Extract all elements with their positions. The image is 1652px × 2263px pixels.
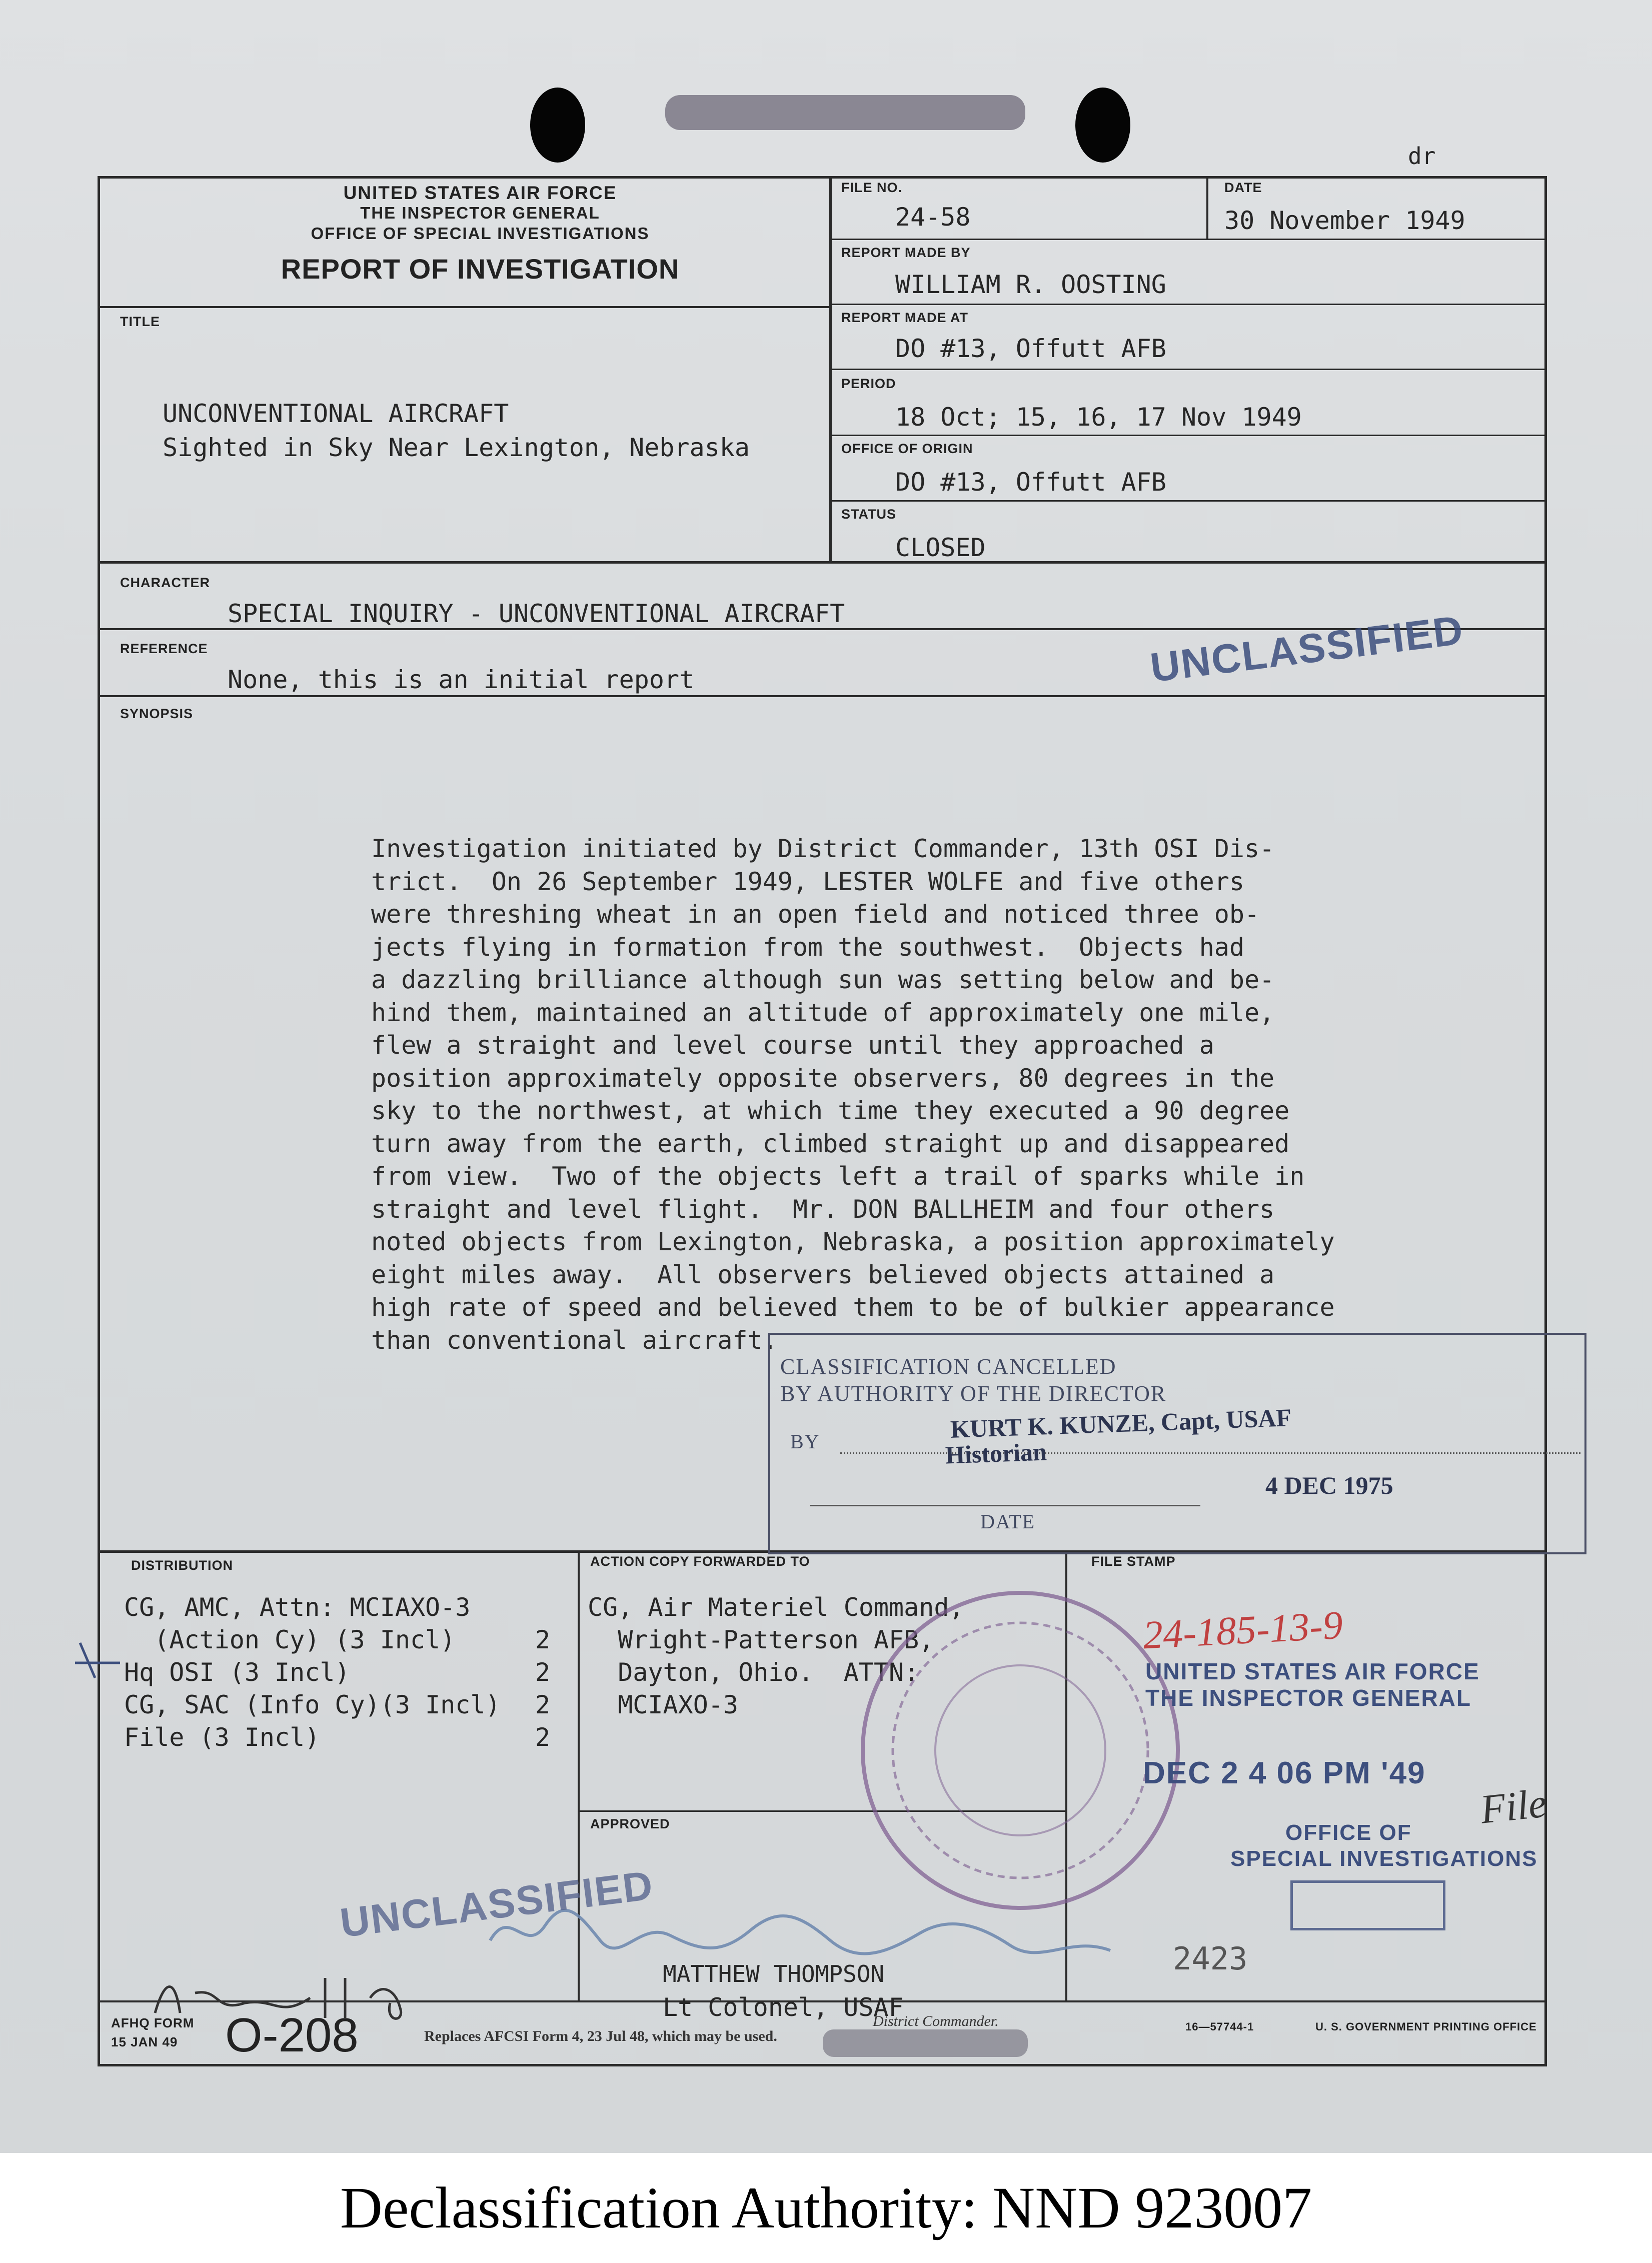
reference-value: None, this is an initial report xyxy=(228,665,695,694)
distribution-count: 2 xyxy=(535,1690,551,1719)
character-label: CHARACTER xyxy=(120,575,210,590)
synopsis-line: a dazzling brilliance although sun was setting below and be- xyxy=(371,965,1275,994)
declass-date-label: DATE xyxy=(980,1510,1036,1533)
report-made-by-value: WILLIAM R. OOSTING xyxy=(895,270,1166,299)
handwritten-file-number: 24-185-13-9 xyxy=(1141,1603,1344,1658)
form-label-1: AFHQ FORM xyxy=(111,2015,195,2030)
file-stamp-line-2: THE INSPECTOR GENERAL xyxy=(1145,1685,1471,1711)
action-copy-label: ACTION COPY FORWARDED TO xyxy=(590,1554,810,1569)
synopsis-line: were threshing wheat in an open field and noticed three ob- xyxy=(371,900,1260,929)
report-made-at-value: DO #13, Offutt AFB xyxy=(895,334,1166,363)
synopsis-line: flew a straight and level course until they approached a xyxy=(371,1031,1214,1060)
file-stamp-line-1: UNITED STATES AIR FORCE xyxy=(1145,1658,1480,1684)
distribution-row: Hq OSI (3 Incl) xyxy=(124,1658,350,1687)
title-line-2: Sighted in Sky Near Lexington, Nebraska xyxy=(163,433,750,462)
synopsis-line: straight and level flight. Mr. DON BALLHEIM and four others xyxy=(371,1194,1275,1224)
reference-label: REFERENCE xyxy=(120,641,208,656)
approved-label: APPROVED xyxy=(590,1816,670,1831)
distribution-count: 2 xyxy=(535,1723,551,1752)
period-value: 18 Oct; 15, 16, 17 Nov 1949 xyxy=(895,403,1302,432)
org-dept: THE INSPECTOR GENERAL xyxy=(360,204,600,222)
report-made-at-label: REPORT MADE AT xyxy=(841,310,968,325)
approver-rank: Lt Colonel, USAF xyxy=(663,1993,904,2022)
caption-bar xyxy=(0,2153,1652,2263)
office-of-origin-value: DO #13, Offutt AFB xyxy=(895,468,1166,497)
file-no-value: 24-58 xyxy=(895,203,971,232)
file-stamp-box xyxy=(1290,1880,1445,1930)
distribution-count: 2 xyxy=(535,1658,551,1687)
declass-name: KURT K. KUNZE, Capt, USAF xyxy=(950,1403,1292,1443)
punch-hole-right xyxy=(1075,88,1130,163)
file-no-label: FILE NO. xyxy=(841,180,902,195)
character-value: SPECIAL INQUIRY - UNCONVENTIONAL AIRCRAFT xyxy=(228,599,845,628)
action-copy-line: Dayton, Ohio. ATTN: xyxy=(588,1658,919,1687)
corner-mark: dr xyxy=(1408,143,1436,170)
distribution-count: 2 xyxy=(535,1625,551,1654)
approver-role: District Commander. xyxy=(873,2013,999,2029)
declass-date-value: 4 DEC 1975 xyxy=(1265,1471,1393,1499)
action-copy-line: MCIAXO-3 xyxy=(588,1690,739,1719)
form-label-2: 15 JAN 49 xyxy=(111,2034,178,2049)
title-label: TITLE xyxy=(120,314,160,329)
synopsis-text xyxy=(371,833,1471,1357)
synopsis-line: sky to the northwest, at which time they executed a 90 degree xyxy=(371,1096,1290,1125)
distribution-row: (Action Cy) (3 Incl) xyxy=(124,1625,456,1654)
handwritten-file-note: File xyxy=(1478,1780,1549,1832)
redaction-bar-bottom xyxy=(823,2029,1028,2057)
printing-office: U. S. GOVERNMENT PRINTING OFFICE xyxy=(1315,2020,1537,2033)
status-value: CLOSED xyxy=(895,533,986,562)
action-copy-line: CG, Air Materiel Command, xyxy=(588,1593,964,1622)
declass-by-label: BY xyxy=(790,1430,820,1453)
synopsis-line: high rate of speed and believed them to be of bulkier appearance xyxy=(371,1293,1335,1322)
declassification-stamp xyxy=(768,1333,1586,1554)
distribution-row: CG, SAC (Info Cy)(3 Incl) xyxy=(124,1690,501,1719)
distribution-label: DISTRIBUTION xyxy=(131,1558,233,1573)
unclassified-stamp-top: UNCLASSIFIED xyxy=(1148,607,1466,691)
file-stamp-label: FILE STAMP xyxy=(1091,1554,1176,1569)
synopsis-line: trict. On 26 September 1949, LESTER WOLFE and five others xyxy=(371,867,1244,896)
org-office: OFFICE OF SPECIAL INVESTIGATIONS xyxy=(311,224,650,243)
declass-title: Historian xyxy=(945,1437,1047,1469)
synopsis-line: Investigation initiated by District Commander, 13th OSI Dis- xyxy=(371,834,1275,863)
org-name: UNITED STATES AIR FORCE xyxy=(343,183,617,203)
synopsis-line: eight miles away. All observers believed objects attained a xyxy=(371,1260,1275,1289)
redaction-bar-top xyxy=(665,95,1025,130)
period-label: PERIOD xyxy=(841,376,896,391)
distribution-row: CG, AMC, Attn: MCIAXO-3 xyxy=(124,1593,471,1622)
office-of-origin-label: OFFICE OF ORIGIN xyxy=(841,441,973,456)
distribution-row: File (3 Incl) xyxy=(124,1723,320,1752)
file-stamp-line-4: SPECIAL INVESTIGATIONS xyxy=(1230,1846,1538,1871)
file-stamp-number: 2423 xyxy=(1173,1940,1248,1977)
action-copy-line: Wright-Patterson AFB, xyxy=(588,1625,934,1654)
punch-hole-left xyxy=(530,88,585,163)
date-label: DATE xyxy=(1224,180,1262,195)
title-line-1: UNCONVENTIONAL AIRCRAFT xyxy=(163,399,509,428)
declass-line-2: BY AUTHORITY OF THE DIRECTOR xyxy=(780,1381,1167,1406)
form-replaces-note: Replaces AFCSI Form 4, 23 Jul 48, which may be used. xyxy=(424,2028,777,2044)
file-stamp-line-3: OFFICE OF xyxy=(1285,1820,1412,1845)
synopsis-line: hind them, maintained an altitude of approximately one mile, xyxy=(371,998,1275,1027)
declass-date-line xyxy=(810,1505,1200,1506)
unclassified-stamp-bottom: UNCLASSIFIED xyxy=(338,1862,656,1946)
synopsis-line: position approximately opposite observers, 80 degrees in the xyxy=(371,1063,1275,1093)
printing-code: 16—57744-1 xyxy=(1185,2020,1254,2033)
synopsis-label: SYNOPSIS xyxy=(120,706,194,721)
report-made-by-label: REPORT MADE BY xyxy=(841,245,971,260)
form-title: REPORT OF INVESTIGATION xyxy=(281,253,680,285)
synopsis-line: noted objects from Lexington, Nebraska, a position approximately xyxy=(371,1227,1335,1256)
received-stamp-icon xyxy=(850,1580,1190,1920)
status-label: STATUS xyxy=(841,507,896,522)
declass-line-1: CLASSIFICATION CANCELLED xyxy=(780,1354,1117,1379)
file-stamp-date: DEC 2 4 06 PM '49 xyxy=(1143,1756,1426,1790)
synopsis-line: than conventional aircraft. xyxy=(371,1325,778,1355)
approver-name: MATTHEW THOMPSON xyxy=(663,1960,885,1987)
date-value: 30 November 1949 xyxy=(1224,206,1465,235)
declassification-authority-caption: Declassification Authority: NND 923007 xyxy=(340,2175,1312,2240)
synopsis-line: jects flying in formation from the southwest. Objects had xyxy=(371,932,1244,962)
form-number: O-208 xyxy=(225,2008,359,2062)
synopsis-line: turn away from the earth, climbed straight up and disappeared xyxy=(371,1129,1290,1158)
ink-check-icon xyxy=(70,1633,125,1688)
synopsis-line: from view. Two of the objects left a trail of sparks while in xyxy=(371,1162,1305,1191)
